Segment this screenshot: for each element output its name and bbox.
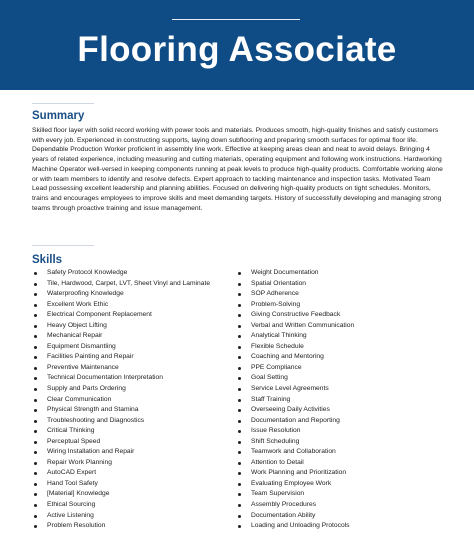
skill-item (32, 342, 210, 353)
skill-item (32, 331, 210, 342)
skill-item (32, 489, 210, 500)
bullet-icon (238, 388, 241, 391)
skill-label: Electrical Component Replacement (47, 311, 152, 319)
skill-label: Perceptual Speed (47, 437, 101, 445)
skill-item (32, 321, 210, 332)
skill-label: Overseeing Daily Activities (251, 406, 330, 414)
skill-label: Physical Strength and Stamina (47, 406, 139, 414)
skill-label: Wiring Installation and Repair (47, 448, 135, 456)
bullet-icon (34, 504, 37, 507)
skill-item (32, 289, 210, 300)
summary-heading: Summary (32, 110, 85, 122)
skill-item (32, 511, 210, 522)
skill-label: Tile, Hardwood, Carpet, LVT, Sheet Vinyl and Laminate (47, 279, 211, 287)
bullet-icon (34, 399, 37, 402)
skill-item (32, 437, 210, 448)
skill-item (32, 405, 210, 416)
skill-item (32, 268, 210, 279)
bullet-icon (238, 525, 241, 528)
skill-item (236, 321, 354, 332)
skill-label: Service Level Agreements (251, 385, 329, 393)
bullet-icon (238, 304, 241, 307)
skill-item (32, 426, 210, 437)
skill-item (32, 468, 210, 479)
skill-item (32, 416, 210, 427)
skill-item (32, 521, 210, 532)
bullet-icon (238, 515, 241, 518)
skill-label: Attention to Detail (251, 458, 304, 466)
skill-label: Supply and Parts Ordering (47, 385, 126, 393)
bullet-icon (34, 525, 37, 528)
skill-label: Waterproofing Knowledge (47, 290, 124, 298)
skill-item (236, 489, 354, 500)
skill-label: PPE Compliance (251, 363, 302, 371)
skill-item (32, 363, 210, 374)
bullet-icon (34, 430, 37, 433)
skill-label: Staff Training (251, 395, 291, 403)
skill-item (236, 426, 354, 437)
skill-item (32, 373, 210, 384)
skill-item (32, 479, 210, 490)
skill-item (236, 521, 354, 532)
skill-label: Equipment Dismantling (47, 342, 116, 350)
skill-item (32, 310, 210, 321)
skill-label: Active Listening (47, 511, 94, 519)
bullet-icon (238, 493, 241, 496)
skill-label: Documentation and Reporting (251, 416, 340, 424)
bullet-icon (34, 515, 37, 518)
skill-label: Loading and Unloading Protocols (251, 522, 350, 530)
bullet-icon (34, 335, 37, 338)
header-divider (172, 19, 300, 20)
bullet-icon (34, 462, 37, 465)
skill-item (236, 363, 354, 374)
skill-label: Team Supervision (251, 490, 305, 498)
skill-label: Ethical Sourcing (47, 501, 96, 509)
skill-label: Technical Documentation Interpretation (47, 374, 163, 382)
bullet-icon (34, 367, 37, 370)
skill-item (32, 384, 210, 395)
skill-item (236, 511, 354, 522)
bullet-icon (238, 325, 241, 328)
skill-item (236, 447, 354, 458)
bullet-icon (238, 367, 241, 370)
skill-item (236, 352, 354, 363)
skill-label: Coaching and Mentoring (251, 353, 324, 361)
skill-label: Assembly Procedures (251, 501, 317, 509)
bullet-icon (34, 483, 37, 486)
resume-title: Flooring Associate (77, 30, 397, 69)
skill-label: Repair Work Planning (47, 458, 112, 466)
skill-label: SOP Adherence (251, 290, 299, 298)
skill-item (32, 395, 210, 406)
bullet-icon (238, 272, 241, 275)
skill-label: Evaluating Employee Work (251, 479, 332, 487)
skills-divider (32, 245, 94, 246)
skill-label: AutoCAD Expert (47, 469, 97, 477)
skill-label: Spatial Orientation (251, 279, 307, 287)
skill-label: Verbal and Written Communication (251, 321, 355, 329)
skill-label: Excellent Work Ethic (47, 300, 109, 308)
skills-list-left (32, 268, 210, 532)
skill-item (236, 331, 354, 342)
bullet-icon (34, 493, 37, 496)
skill-item (236, 342, 354, 353)
skill-label: Analytical Thinking (251, 332, 307, 340)
bullet-icon (238, 293, 241, 296)
skill-item (236, 468, 354, 479)
skill-label: Giving Constructive Feedback (251, 311, 341, 319)
skill-label: Shift Scheduling (251, 437, 300, 445)
skill-label: Weight Documentation (251, 269, 319, 276)
bullet-icon (238, 462, 241, 465)
skill-item (32, 458, 210, 469)
bullet-icon (238, 335, 241, 338)
resume-header (0, 0, 474, 90)
bullet-icon (34, 346, 37, 349)
skill-label: Clear Communication (47, 395, 112, 403)
bullet-icon (34, 283, 37, 286)
bullet-icon (238, 472, 241, 475)
bullet-icon (34, 388, 37, 391)
skill-item (236, 279, 354, 290)
bullet-icon (238, 399, 241, 402)
skill-item (236, 300, 354, 311)
skill-item (236, 384, 354, 395)
skill-label: Facilities Painting and Repair (47, 353, 134, 361)
skill-label: Flexible Schedule (251, 342, 304, 350)
skill-item (32, 300, 210, 311)
skill-item (32, 279, 210, 290)
skill-label: Problem-Solving (251, 300, 301, 308)
bullet-icon (34, 441, 37, 444)
bullet-icon (34, 472, 37, 475)
bullet-icon (34, 314, 37, 317)
bullet-icon (238, 283, 241, 286)
skill-label: Preventive Maintenance (47, 363, 119, 371)
bullet-icon (238, 356, 241, 359)
skills-heading: Skills (32, 254, 63, 266)
skill-label: Issue Resolution (251, 427, 301, 435)
bullet-icon (34, 272, 37, 275)
skill-label: Troubleshooting and Diagnostics (47, 416, 145, 424)
skill-label: Documentation Ability (251, 511, 316, 519)
bullet-icon (238, 441, 241, 444)
skill-label: Goal Setting (251, 374, 288, 382)
bullet-icon (34, 420, 37, 423)
skill-label: Heavy Object Lifting (47, 321, 107, 329)
skill-label: [Material] Knowledge (47, 490, 110, 498)
skill-item (236, 500, 354, 511)
skill-item (236, 479, 354, 490)
bullet-icon (238, 483, 241, 486)
skill-item (236, 373, 354, 384)
bullet-icon (238, 420, 241, 423)
skill-item (236, 437, 354, 448)
skill-item (236, 458, 354, 469)
skill-label: Teamwork and Collaboration (251, 448, 336, 456)
bullet-icon (238, 504, 241, 507)
bullet-icon (34, 304, 37, 307)
summary-divider (32, 103, 94, 104)
bullet-icon (34, 293, 37, 296)
bullet-icon (238, 451, 241, 454)
skill-item (236, 405, 354, 416)
bullet-icon (238, 430, 241, 433)
skill-label: Safety Protocol Knowledge (47, 269, 128, 276)
skill-label: Hand Tool Safety (47, 479, 98, 487)
bullet-icon (238, 409, 241, 412)
bullet-icon (238, 314, 241, 317)
skill-item (236, 310, 354, 321)
bullet-icon (34, 409, 37, 412)
bullet-icon (238, 377, 241, 380)
summary-text: Skilled floor layer with solid record working with power tools and materials. Produces smooth, high-quality finishes and satisfy customers with every job. Experienced in constructing supports, laying down subflooring and preparing smooth surfaces for optimal floor life. Dependable Production Worker proficient in assembly line work. Effective at keeping areas clean and neat to avoid delays. Bringing 4 years of related experience, including measuring and cutting materials, operating equipment and following work instructions. Hardworking Machine Operator well-versed in keeping components running at peak levels to produce high-quality products. Comfortable working alone or with team members to identify and resolve defects. Expert approach to tackling maintenance and inspection tasks. Motivated Team Lead possessing excellent leadership and planning abilities. Focused on delivering high-quality products on tight schedules. Monitors, trains and encourages employees to improve skills and meet demanding targets. History of successfully developing and managing strong teams through proactive training and issue management. (32, 127, 443, 212)
skills-list-right (236, 268, 354, 532)
bullet-icon (34, 325, 37, 328)
bullet-icon (238, 346, 241, 349)
skill-label: Critical Thinking (47, 427, 95, 435)
skill-label: Mechanical Repair (47, 332, 103, 340)
skill-item (236, 289, 354, 300)
skill-item (236, 268, 354, 279)
skill-item (236, 395, 354, 406)
skill-item (236, 416, 354, 427)
skill-item (32, 500, 210, 511)
skill-item (32, 352, 210, 363)
skill-label: Work Planning and Prioritization (251, 469, 347, 477)
skill-item (32, 447, 210, 458)
skill-label: Problem Resolution (47, 522, 106, 530)
bullet-icon (34, 451, 37, 454)
bullet-icon (34, 377, 37, 380)
bullet-icon (34, 356, 37, 359)
